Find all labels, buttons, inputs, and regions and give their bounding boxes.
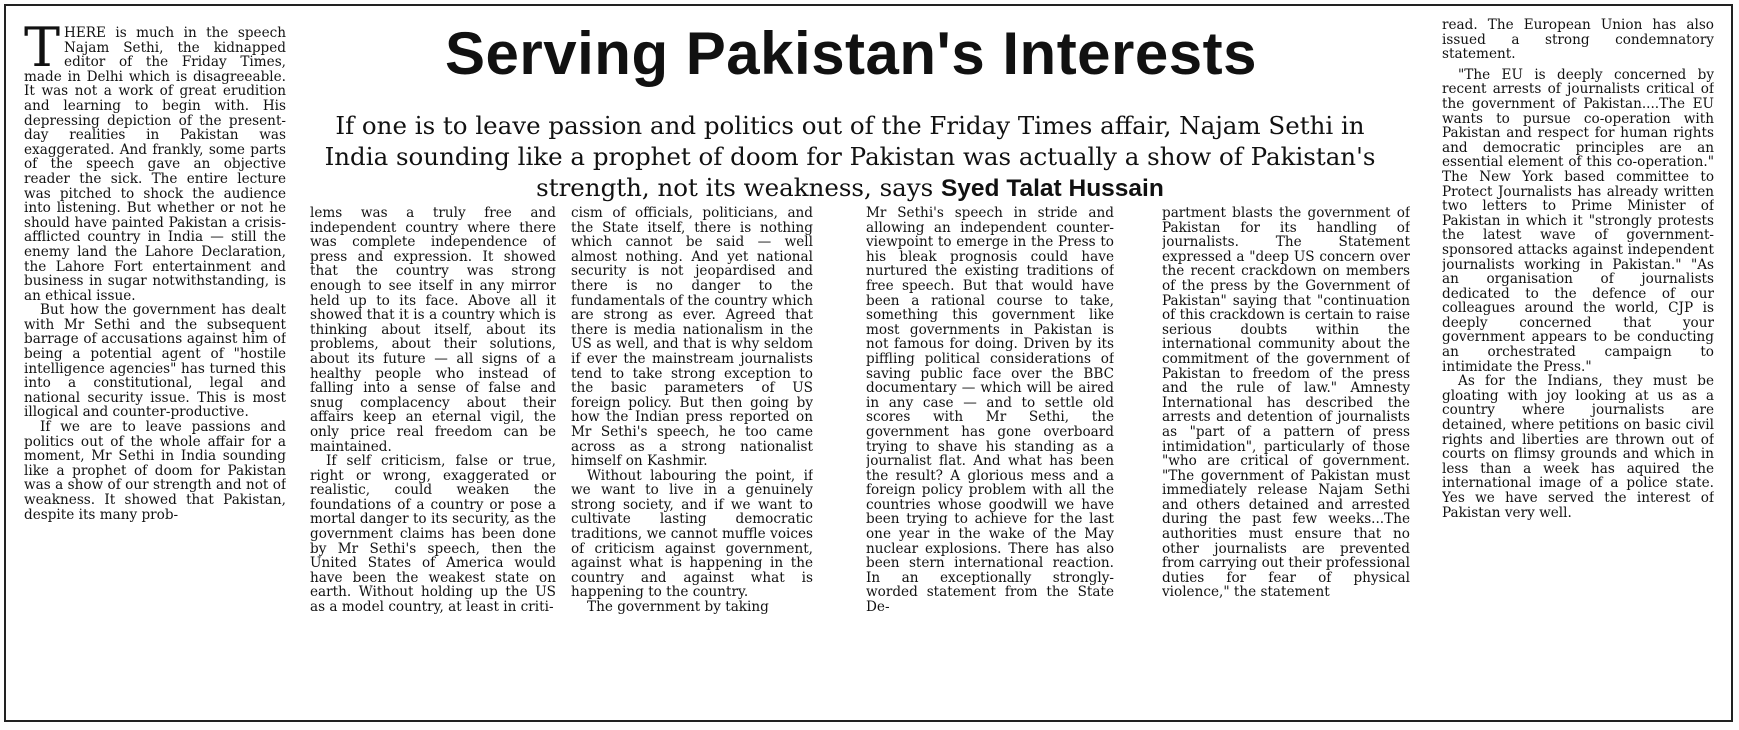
article-frame: [4, 4, 1733, 722]
drop-cap: T: [24, 26, 61, 79]
paragraph: read. The European Union has also issued a strong condemnatory statement.: [1442, 18, 1714, 63]
column-5: [1162, 206, 1410, 716]
paragraph: [24, 26, 286, 303]
paragraph: As for the Indians, they must be gloating with joy looking at us as a country where journalists are detained, where petitions on basic civil rights and liberties are thrown out of courts on flimsy grounds and which in less than a week has aquired the international image of a police state. Yes we have served the interest of Pakistan very well.: [1442, 373, 1714, 521]
paragraph: cism of officials, politicians, and the State itself, there is nothing which cannot be said — well almost nothing. And yet national security is not jeopardised and there is no danger to the fundamentals of the country which are strong as ever. Agreed that there is media nationalism in the US as well, and that is why seldom if ever the mainstream journalists tend to take strong exception to the basic parameters of US foreign policy. But then going by how the Indian press reported on Mr Sethi's speech, he too came across as a strong nationalist himself on Kashmir.: [571, 206, 813, 470]
paragraph: "The EU is deeply concerned by recent arrests of journalists critical of the government of Pakistan....The EU wants to pursue co-operation with Pakistan and respect for human rights and democratic principles are an essential element of this co-operation." The New York based committee to Protect Journalists has already written two letters to Prime Minister of Pakistan in which it "strongly protests the latest wave of government-sponsored attacks against independent journalists working in Pakistan." "As an organisation of journalists dedicated to the defence of our colleagues around the world, CJP is deeply concerned that your government appears to be conducting an orchestrated campaign to intimidate the Press.": [1442, 66, 1714, 375]
paragraph: If self criticism, false or true, right or wrong, exaggerated or realistic, could weaken the foundations of a country or pose a mortal danger to its security, as the government claims has been done by Mr Sethi's speech, then the United States of America would have been the weakest state on earth. Without holding up the US as a model country, at least in criti-: [310, 453, 556, 616]
paragraph: The government by taking: [587, 599, 769, 616]
column-6: [1442, 18, 1714, 716]
paragraph-text: HERE is much in the speech Najam Sethi, the kidnapped editor of the Friday Times, made in Delhi which is disagreeable. It was not a work of great erudition and learning to begin with. His depressing depiction of the present-day realities in Pakistan was exaggerated. And frankly, some parts of the speech gave an objective reader the sick. The entire lecture was pitched to shock the audience into listening. But whether or not he should have painted Pakistan a crisis-afflicted country in India — still the enemy land the Lahore Declaration, the Lahore Fort entertainment and business in sugar notwithstanding, is an ethical issue.: [24, 26, 286, 304]
column-2: [310, 206, 556, 716]
paragraph: But how the government has dealt with Mr Sethi and the subsequent barrage of accusations against him of being a potential agent of "hostile intelligence agencies" has turned this into a constitutional, legal and national security issue. This is most illogical and counter-productive.: [24, 302, 286, 421]
paragraph: If we are to leave passions and politics out of the whole affair for a moment, Mr Sethi in India sounding like a prophet of doom for Pakistan was a show of our strength and not of weakness. It showed that Pakistan, despite its many prob-: [24, 419, 286, 523]
headline: Serving Pakistan's Interests: [445, 20, 1257, 87]
deck: [324, 110, 1376, 204]
column-1: [24, 26, 286, 716]
column-4: [866, 206, 1114, 716]
deck-text: If one is to leave passion and politics out of the Friday Times affair, Najam Sethi in India sounding like a prophet of doom for Pakistan was actually a show of Pakistan's strength, not its weakness, says: [324, 111, 1376, 202]
byline: Syed Talat Hussain: [940, 175, 1164, 202]
column-3: [571, 206, 813, 716]
paragraph: Mr Sethi's speech in stride and allowing an independent counter-viewpoint to emerge in the Press to his bleak prognosis could have nurtured the existing traditions of free speech. But that would have been a rational course to take, something this government like most governments in Pakistan is not famous for doing. Driven by its piffling political considerations of saving public face over the BBC documentary — which will be aired in any case — and to settle old scores with Mr Sethi, the government has gone overboard trying to shave his standing as a journalist flat. And what has been the result? A glorious mess and a foreign policy problem with all the countries whose goodwill we have been trying to achieve for the last one year in the wake of the May nuclear explosions. There has also been stern international reaction. In an exceptionally strongly-worded statement from the State De-: [866, 206, 1114, 616]
paragraph: Without labouring the point, if we want to live in a genuinely strong society, and if we want to cultivate lasting democratic traditions, we cannot muffle voices of criticism against government, against what is happening in the country and against what is happening to the country.: [571, 467, 813, 601]
paragraph: lems was a truly free and independent country where there was complete independence of press and expression. It showed that the country was strong enough to see itself in any mirror held up to its face. Above all it showed that it is a country which is thinking about itself, about its problems, about their solutions, about its future — all signs of a healthy people who instead of falling into a sense of false and snug complacency about their affairs keep an eternal vigil, the only price real freedom can be maintained.: [310, 206, 556, 455]
paragraph: partment blasts the government of Pakistan for its handling of journalists. The Statement expressed a "deep US concern over the recent crackdown on members of the press by the Government of Pakistan" saying that "continuation of this crackdown is certain to raise serious doubts within the international community about the commitment of the government of Pakistan to freedom of the press and the rule of law." Amnesty International has described the arrests and detention of journalists as "part of a pattern of press intimidation", particularly of those "who are critical of government. "The government of Pakistan must immediately release Najam Sethi and others detained and arrested during the past few weeks...The authorities must ensure that no other journalists are prevented from carrying out their professional duties for fear of physical violence," the statement: [1162, 206, 1410, 601]
